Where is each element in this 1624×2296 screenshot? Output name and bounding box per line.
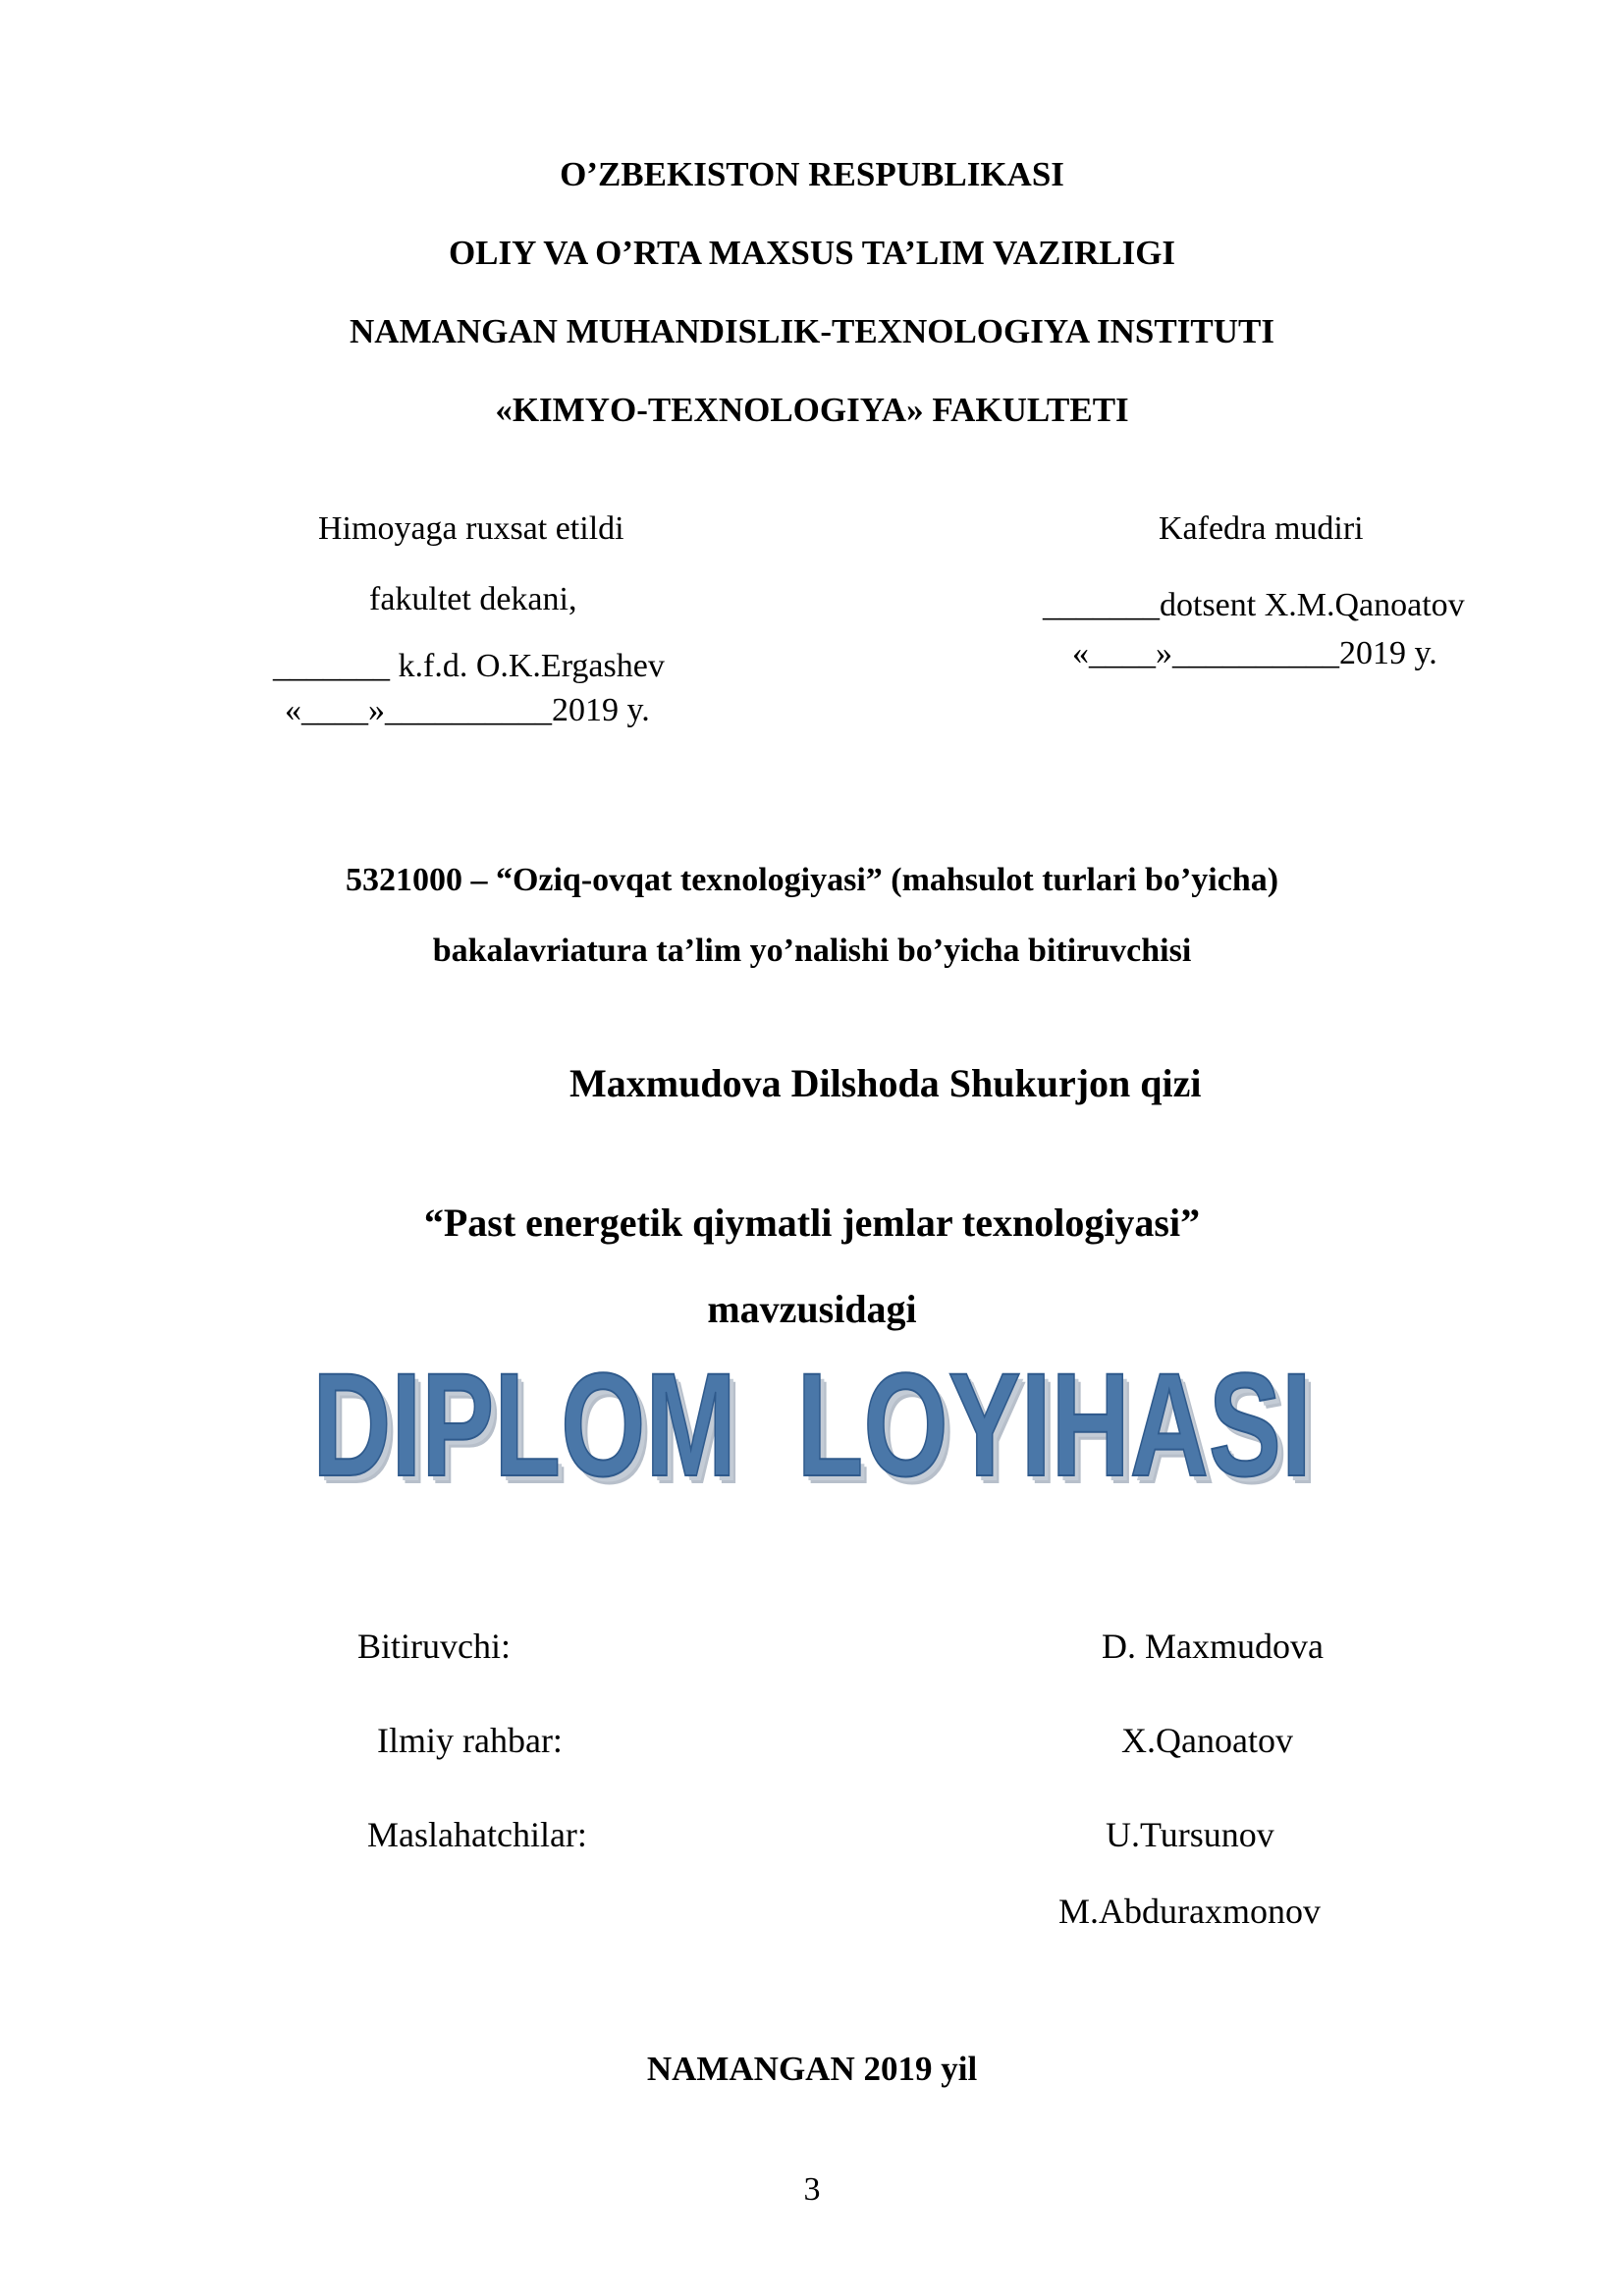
consultant-name-1: U.Tursunov [1106, 1815, 1274, 1854]
approval-left-title: Himoyaga ruxsat etildi [318, 510, 624, 547]
header-ministry: OLIY VA O’RTA MAXSUS TA’LIM VAZIRLIGI [448, 234, 1176, 272]
document-type-title: DIPLOM LOYIHASI [312, 1342, 1312, 1507]
student-name: Maxmudova Dilshoda Shukurjon qizi [569, 1061, 1202, 1105]
consultants-label: Maslahatchilar: [367, 1815, 587, 1854]
header-country: O’ZBEKISTON RESPUBLIKASI [560, 155, 1064, 193]
topic-title: “Past energetik qiymatli jemlar texnologiyasi” [423, 1201, 1201, 1245]
topic-suffix: mavzusidagi [707, 1287, 917, 1331]
approval-right-title: Kafedra mudiri [1159, 510, 1364, 547]
header-faculty: «KIMYO-TEXNOLOGIYA» FAKULTETI [495, 391, 1129, 429]
approval-right-date: «____»__________2019 y. [1072, 635, 1437, 671]
approval-left-role: fakultet dekani, [369, 581, 577, 617]
graduate-name: D. Maxmudova [1102, 1627, 1324, 1666]
supervisor-label: Ilmiy rahbar: [377, 1721, 563, 1760]
approval-left-signature: _______ k.f.d. O.K.Ergashev [273, 648, 665, 684]
page-number: 3 [803, 2171, 821, 2208]
specialty-line-2: bakalavriatura ta’lim yo’nalishi bo’yicha bitiruvchisi [432, 933, 1192, 969]
supervisor-name: X.Qanoatov [1121, 1721, 1293, 1760]
place-year: NAMANGAN 2019 yil [646, 2050, 978, 2088]
consultant-name-2: M.Abduraxmonov [1058, 1892, 1321, 1931]
specialty-line-1: 5321000 – “Oziq-ovqat texnologiyasi” (mahsulot turlari bo’yicha) [345, 862, 1279, 898]
approval-right-signature: _______dotsent X.M.Qanoatov [1043, 587, 1465, 623]
header-institute: NAMANGAN MUHANDISLIK-TEXNOLOGIYA INSTITUTI [350, 312, 1274, 350]
graduate-label: Bitiruvchi: [357, 1627, 511, 1666]
approval-left-date: «____»__________2019 y. [285, 692, 650, 728]
